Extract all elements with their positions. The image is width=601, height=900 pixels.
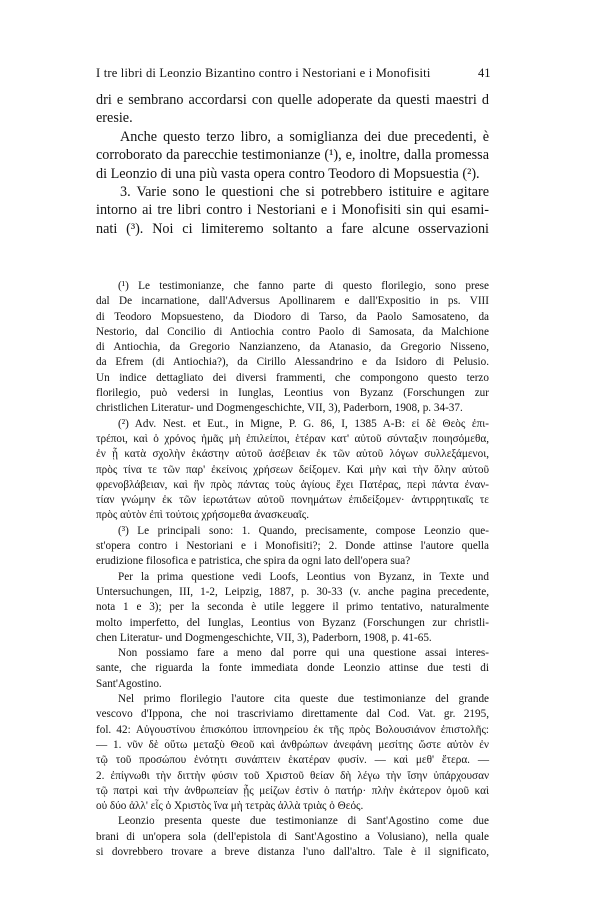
footnote-line: Untersuchungen, III, 1-2, Leipzig, 1887, p. 30-33 (v. anche pagina precedente, bbox=[96, 585, 489, 598]
text-line: 3. Varie sono le questioni che si potrebbero istituire e agitare bbox=[120, 183, 489, 200]
footnote-line: πρὸς αὐτὸν ἐπὶ τούτοις χρήσομεθα ἀνασκευαῖς. bbox=[96, 509, 310, 522]
footnote-line: οὐ δύο ἀλλ' εἷς ὁ Χριστὸς ἵνα μὴ τετρὰς ἀλλὰ τριὰς ὁ Θεός. bbox=[96, 800, 364, 813]
footnote-line: si dovrebbero trovare a breve distanza l'uno dall'altro. Tale è il significato, bbox=[96, 845, 489, 858]
footnote-line: Non possiamo fare a meno dal porre qui una questione assai interes- bbox=[118, 647, 489, 660]
footnote-line: nota 1 e 3); per la seconda è utile leggere il primo tentativo, naturalmente bbox=[96, 601, 489, 614]
text-line: di Leonzio di una più vasta opera contro Teodoro di Mopsuestia (²). bbox=[96, 165, 480, 182]
footnote-line: vescovo d'Ippona, che noi trascriviamo direttamente dal Cod. Vat. gr. 2195, bbox=[96, 708, 489, 721]
footnote-line: Nel primo florilegio l'autore cita queste due testimonianze del grande bbox=[118, 693, 489, 706]
running-title: I tre libri di Leonzio Bizantino contro i Nestoriani e i Monofisiti bbox=[96, 66, 431, 80]
footnote-line: (¹) Le testimonianze, che fanno parte di questo florilegio, sono prese bbox=[118, 280, 489, 292]
text-line: nati (³). Noi ci limiteremo soltanto a fare alcune osservazioni bbox=[96, 220, 489, 237]
footnote-line: τρέποι, καὶ ὁ χρόνος ἡμᾶς μὴ ἐπιλείποι, ἑτέραν κατ' αὐτοῦ σύνταξιν ποιησόμεθα, bbox=[96, 432, 489, 445]
footnote-line: τίαν γνώμην ἐκ τῶν ἱερωτάτων αὐτοῦ πονημάτων ἐπιδείξομεν· ἀντιρρητικαῖς τε bbox=[96, 494, 489, 507]
footnote-line: di Teodoro Mopsuesteno, da Diodoro di Tarso, da Paolo Samosateno, da bbox=[96, 310, 489, 323]
footnote-line: 2. ἐπίγνωθι τὴν διττὴν φύσιν τοῦ Χριστοῦ θείαν δὴ λέγω τὴν ἴσην ὑπάρχουσαν bbox=[96, 769, 489, 782]
footnote-line: ἐν ᾗ κατὰ σχολὴν ἑκάστην αὐτοῦ ἀσέβειαν ἐκ τῶν αὐτοῦ λόγων συλλεξάμενοι, bbox=[96, 448, 489, 461]
footnote-line: sante, che riguarda la fonte immediata donde Leonzio attinse due testi di bbox=[96, 662, 489, 675]
footnotes bbox=[96, 279, 489, 860]
footnote-line: molto imperfetto, del Iunglas, Leontius von Byzanz (Forschungen zur christli- bbox=[96, 616, 489, 629]
footnote-line: Nestorio, dal Concilio di Antiochia contro Paolo di Samosata, da Malchione bbox=[96, 325, 489, 338]
footnote-line: erudizione filosofica e patristica, che spira da ogni lato dell'opera sua? bbox=[96, 555, 411, 568]
footnote-line: Leonzio presenta queste due testimonianze di Sant'Agostino come due bbox=[118, 815, 489, 828]
text-line: corroborato da parecchie testimonianze (¹), e, inoltre, dalla promessa bbox=[96, 147, 489, 164]
footnote-line: chen Literatur- und Dogmengeschichte, VII, 3), Paderborn, 1908, p. 41-65. bbox=[96, 631, 432, 644]
footnote-line: τῷ πατρὶ καὶ τὴν ἀνθρωπείαν ᾗς μείζων ἐστὶν ὁ πατήρ· πλὴν ἑκάτερον ὁμοῦ καὶ bbox=[96, 784, 489, 797]
footnote-line: (²) Adv. Nest. et Eut., in Migne, P. G. 86, I, 1385 A-B: εἰ δὲ Θεὸς ἐπι- bbox=[118, 417, 489, 430]
footnote-line: fol. 42: Αὐγουστίνου ἐπισκόπου ἱππονηρείου ἐκ τῆς πρὸς Βολουσιάνον ἐπιστολῆς: bbox=[96, 723, 489, 736]
footnote-line: Sant'Agostino. bbox=[96, 677, 162, 690]
text-line: dri e sembrano accordarsi con quelle adoperate da questi maestri d bbox=[96, 92, 489, 108]
footnote-line: di Antiochia, da Gregorio Nanzianzeno, da Atanasio, da Gregorio Nisseno, bbox=[96, 341, 489, 354]
footnote-line: — 1. νῦν δὲ οὕτω μεταξὺ Θεοῦ καὶ ἀνθρώπων ἀνεφάνη μεσίτης ὥστε αὐτὸν ἐν bbox=[96, 738, 489, 751]
page-number: 41 bbox=[478, 66, 491, 80]
footnote-line: Per la prima questione vedi Loofs, Leontius von Byzanz, in Texte und bbox=[118, 570, 489, 583]
footnote-line: brani di un'opera sola (dell'epistola di Sant'Agostino a Volusiano), nella quale bbox=[96, 830, 489, 843]
footnote-line: φρενοβλάβειαν, καὶ ἣν πρὸς πάντας τοὺς ἁγίους ἔχει Πατέρας, περὶ πάντα ἐναν- bbox=[96, 478, 489, 491]
footnote-line: τῷ τοῦ προσώπου ἑνότητι συνάπτειν ἑκατέραν φυσίν. — καὶ μεθ' ἕτερα. — bbox=[96, 754, 489, 767]
footnote-line: da Efrem (di Antiochia?), da Cirillo Alessandrino e da Isidoro di Pelusio. bbox=[96, 356, 489, 369]
footnote-line: christlichen Literatur- und Dogmengeschichte, VII, 3), Paderborn, 1908, p. 34-37. bbox=[96, 402, 463, 415]
text-line: Anche questo terzo libro, a somiglianza dei due precedenti, è bbox=[120, 128, 489, 145]
footnote-line: florilegio, può vedersi in Iunglas, Leontius von Byzanz (Forschungen zur bbox=[96, 387, 489, 400]
footnote-line: (³) Le principali sono: 1. Quando, precisamente, compose Leonzio que- bbox=[118, 524, 489, 537]
main-text bbox=[96, 91, 489, 238]
footnote-line: Un indice dettagliato dei diversi frammenti, che compongono questo terzo bbox=[96, 371, 489, 384]
footnote-line: πρὸς τίνα τε τῶν παρ' ἐκείνοις χρήσεων δείξομεν. Καὶ μὴν καὶ τὴν ὅλην αὐτοῦ bbox=[96, 463, 489, 476]
text-line: eresie. bbox=[96, 110, 133, 127]
text-line: intorno ai tre libri contro i Nestoriani e i Monofisiti sin qui esami- bbox=[96, 202, 489, 219]
footnote-line: dal De incarnatione, dall'Adversus Apollinarem e dall'Expositio in ps. VIII bbox=[96, 295, 489, 308]
footnote-line: st'opera contro i Nestoriani e i Monofisiti?; 2. Donde attinse l'autore quella bbox=[96, 540, 489, 553]
